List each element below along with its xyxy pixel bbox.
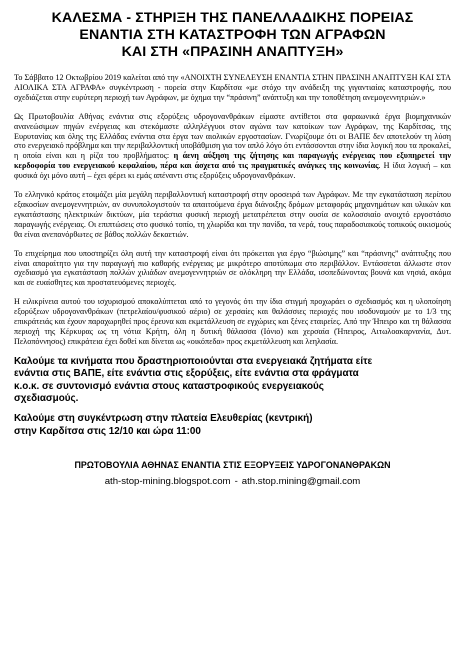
call-line-2: ενάντια στις ΒΑΠΕ, είτε ενάντια στις εξορύξεις, είτε ενάντια στα φράγματα — [14, 368, 359, 380]
paragraph-argument: Το επιχείρημα που υποστηρίζει όλη αυτή την καταστροφή είναι ότι πρόκειται για έργο “βιώσιμης” και “πράσινης” ανάπτυξης που είναι απαραίτητο για την παραγωγή πιο καθαρής ενέργειας με μικρότερο αποτύπωμα στο περιβάλλον. Εντάσσεται άλλωστε στον σχεδιασμό για εγκατάσταση πολλών χιλιάδων ανεμογεννητριών σε ολόκληρη την Ελλάδα, ισοπεδώνοντας βουνά και νησιά, ακόμα και σε ευαίσθητες και προστατευόμενες περιοχές. — [14, 248, 451, 288]
paragraph-position-emphasis: η άενη αύξηση της ζήτησης και παραγωγής ενέργειας που εξυπηρετεί την κερδοφορία του ενεργειακού κεφαλαίου, πέρα και άσχετα από τις πραγματικές ανάγκες της κοινωνίας — [14, 151, 452, 171]
organization-name: ΠΡΩΤΟΒΟΥΛΙΑ ΑΘΗΝΑΣ ΕΝΑΝΤΙΑ ΣΤΙΣ ΕΞΟΡΥΞΕΙΣ ΥΔΡΟΓΟΝΑΝΘΡΑΚΩΝ — [74, 460, 391, 471]
title-line-2: ΕΝΑΝΤΙΑ ΣΤΗ ΚΑΤΑΣΤΡΟΦΗ ΤΩΝ ΑΓΡΑΦΩΝ — [79, 27, 386, 43]
paragraph-position-end: . Η ίδια λογική – και φυσικά όχι μόνο αυτή – έχει φέρει κι εμάς απέναντι στις εξορύξεις υδρογονανθράκων. — [14, 161, 451, 181]
email-link[interactable]: ath.stop.mining@gmail.com — [241, 476, 361, 488]
blog-link[interactable]: ath-stop-mining.blogspot.com — [104, 476, 231, 488]
call-line-3: κ.ο.κ. σε συντονισμό ενάντια στους καταστροφικούς ενεργειακούς — [14, 380, 324, 392]
contact-line — [14, 476, 451, 488]
flyer-title — [14, 10, 451, 61]
gathering-line-2: στην Καρδίτσα στις 12/10 και ώρα 11:00 — [14, 425, 201, 437]
call-line-4: σχεδιασμούς. — [14, 392, 79, 404]
gathering-info — [14, 413, 451, 438]
title-line-3: ΚΑΙ ΣΤΗ «ΠΡΑΣΙΝΗ ΑΝΑΠΤΥΞΗ» — [121, 44, 344, 60]
contact-separator: - — [234, 476, 238, 488]
gathering-line-1: Καλούμε στη συγκέντρωση στην πλατεία Ελευθερίας (κεντρική) — [14, 413, 313, 425]
paragraph-extraction: Η ειλικρίνεια αυτού του ισχυρισμού αποκαλύπτεται από το γεγονός ότι την ίδια στιγμή προχωράει ο σχεδιασμός και η υλοποίηση εξορύξεων υδρογονανθράκων (πετρελαίου/φυσικού αέριο) σε χερσαίες και θαλάσσιες περιοχές που ισοδυναμούν με το 1/3 της επικράτειάς και έχουν παραχωρηθεί προς έρευνα και εκμετάλλευση σε εγχώριες και ξένες εταιρείες. Από την Ήπειρο και τη θάλασσα περιοχή της Κέρκυρας ως τη νότια Κρήτη, όλη η δυτική θάλασσα (Ιόνιο) και χερσαία (Ήπειρος, Αιτωλοακαρνανία, Δυτ. Πελοπόννησος) επικράτεια έχει δοθεί και δίνεται ως «οικόπεδα» προς εκμετάλλευση και λεηλασία. — [14, 297, 451, 346]
paragraph-state-plan: Το ελληνικό κράτος ετοιμάζει μία μεγάλη περιβαλλοντική καταστροφή στην οροσειρά των Αγράφων. Με την εγκατάσταση περίπου εξακοσίων ανεμογεννητριών, αν συνυπολογιστούν τα απαιτούμενα έργα διάνοιξης δρόμων μεταφοράς μηχανημάτων και υλικών και εγκατάστασης ηλεκτρικών δικτύων, μία τεράστια φυσική περιοχή μετατρέπεται στην ουσία σε κολοσσιαίο ανοιχτό εργοστάσιο παραγωγής ενέργειας. Οι επιπτώσεις στο φυσικό τοπίο, τη χλωρίδα και την πανίδα, τα νερά, τους παραδοσιακούς τοπικούς οικισμούς θα είναι ανεπανόρθωτες σε βάθος πολλών δεκαετιών. — [14, 190, 451, 239]
paragraph-position — [14, 112, 451, 181]
paragraph-position-start: Ως Πρωτοβουλία Αθήνας ενάντια στις εξορύξεις υδρογονανθράκων είμαστε αντίθετοι στα φαραωνικά έργα βιομηχανικών ανανεώσιμων πηγών ενέργειας και στεκόμαστε αλληλέγγυοι στον αγώνα των κατοίκων των Αγράφων, της Καρδίτσας, της Ευρυτανίας και όλης της Ελλάδας ενάντια στα έργα των αιολικών εργοστασίων. Γνωρίζουμε ότι οι ΒΑΠΕ δεν αποτελούν τη λύση στο ενεργειακό πρόβλημα και την περιβαλλοντική υποβάθμιση για τον απλό λόγο ότι εντάσσονται στην ίδια λογική που τα προκαλεί, η οποία είναι και η ρίζα του προβλήματος: — [14, 111, 451, 161]
call-line-1: Καλούμε τα κινήματα που δραστηριοποιούνται στα ενεργειακά ζητήματα είτε — [14, 355, 373, 367]
call-to-movements — [14, 356, 451, 406]
paragraph-announcement: Το Σάββατο 12 Οκτωβρίου 2019 καλείται από την «ΑΝΟΙΧΤΗ ΣΥΝΕΛΕΥΣΗ ΕΝΑΝΤΙΑ ΣΤΗΝ ΠΡΑΣΙΝΗ ΑΝΑΠΤΥΞΗ ΚΑΙ ΣΤΑ ΑΙΟΛΙΚΑ ΣΤΑ ΑΓΡΑΦΑ» συγκέντρωση - πορεία στην Καρδίτσα «με στόχο την ανάδειξη της γιγαντιαίας καταστροφής, που σχεδιάζεται στην ευρύτερη περιοχή των Αγράφων, με όχημα την “πράσινη” ανάπτυξη και την τοποθέτηση ανεμογεννητριών.» — [14, 73, 451, 102]
title-line-1: ΚΑΛΕΣΜΑ - ΣΤΗΡΙΞΗ ΤΗΣ ΠΑΝΕΛΛΑΔΙΚΗΣ ΠΟΡΕΙΑΣ — [51, 10, 414, 26]
